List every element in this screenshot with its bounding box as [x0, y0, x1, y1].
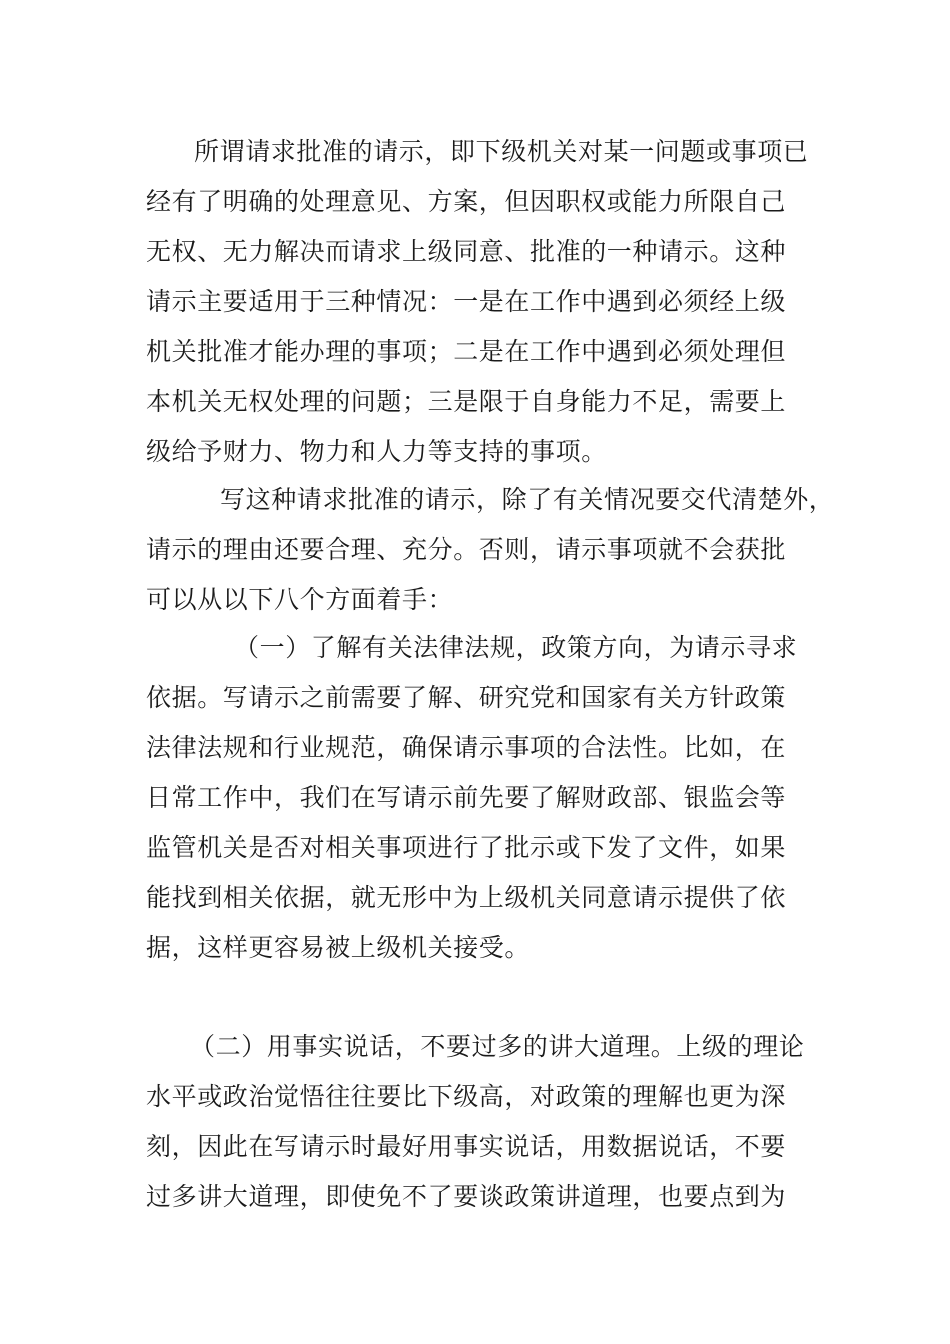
text-line: 能找到相关依据，就无形中为上级机关同意请示提供了依 [146, 883, 787, 912]
text-line: 刻，因此在写请示时最好用事实说话，用数据说话，不要 [146, 1132, 787, 1161]
text-line: 请示主要适用于三种情况：一是在工作中遇到必须经上级 [146, 287, 787, 316]
text-line: 请示的理由还要合理、充分。否则，请示事项就不会获批 [146, 535, 787, 564]
text-line: 写这种请求批准的请示，除了有关情况要交代清楚外， [220, 485, 835, 514]
text-line: 据，这样更容易被上级机关接受。 [146, 933, 531, 962]
text-line: 无权、无力解决而请求上级同意、批准的一种请示。这种 [146, 237, 787, 266]
text-line: （二）用事实说话，不要过多的讲大道理。上级的理论 [190, 1032, 805, 1061]
text-line: 法律法规和行业规范，确保请示事项的合法性。比如，在 [146, 733, 787, 762]
text-line: 经有了明确的处理意见、方案，但因职权或能力所限自己 [146, 187, 787, 216]
text-line: 所谓请求批准的请示，即下级机关对某一问题或事项已 [194, 137, 809, 166]
text-line: 依据。写请示之前需要了解、研究党和国家有关方针政策 [146, 683, 787, 712]
paragraph-writing-approach [146, 475, 866, 625]
paragraph-point-two [146, 1022, 866, 1222]
text-line: 监管机关是否对相关事项进行了批示或下发了文件，如果 [146, 833, 787, 862]
paragraph-request-approval-definition [146, 127, 866, 477]
text-line: 日常工作中，我们在写请示前先要了解财政部、银监会等 [146, 783, 787, 812]
text-line: 水平或政治觉悟往往要比下级高，对政策的理解也更为深 [146, 1082, 787, 1111]
text-line: 机关批准才能办理的事项；二是在工作中遇到必须处理但 [146, 337, 787, 366]
text-line: 本机关无权处理的问题；三是限于自身能力不足，需要上 [146, 387, 787, 416]
text-line: 过多讲大道理，即使免不了要谈政策讲道理，也要点到为 [146, 1182, 787, 1211]
text-line: 可以从以下八个方面着手： [146, 585, 454, 614]
text-line: （一）了解有关法律法规，政策方向，为请示寻求 [234, 633, 798, 662]
text-line: 级给予财力、物力和人力等支持的事项。 [146, 437, 607, 466]
paragraph-point-one [146, 623, 866, 973]
